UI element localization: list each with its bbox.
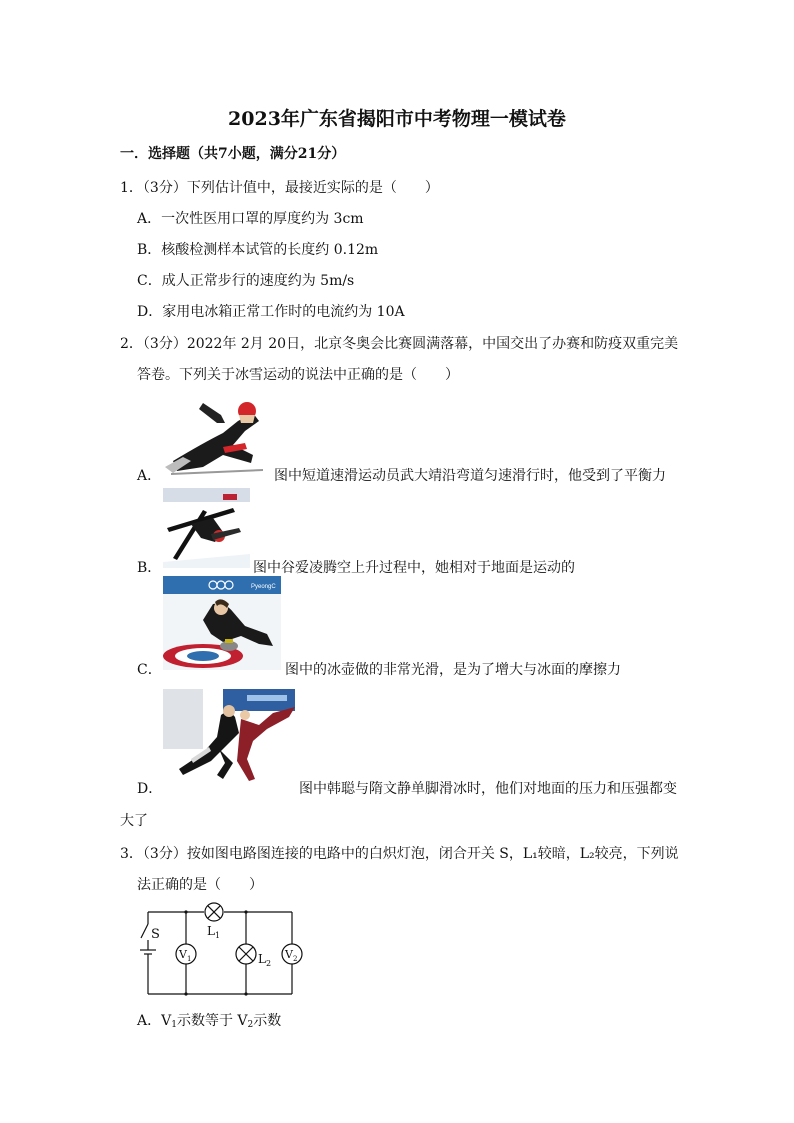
option-a-sub1: 1 bbox=[171, 1020, 177, 1030]
voltmeter-2-label: V bbox=[285, 948, 293, 961]
question-2-option-b-letter[interactable]: B． bbox=[137, 560, 162, 576]
section-heading: 一．选择题（共7小题，满分21分） bbox=[120, 146, 346, 162]
question-2-option-d-text: 图中韩聪与隋文静单脚滑冰时，他们对地面的压力和压强都变 bbox=[299, 781, 677, 797]
question-2-option-b-text: 图中谷爱凌腾空上升过程中，她相对于地面是运动的 bbox=[253, 560, 575, 576]
question-2-option-a-letter[interactable]: A． bbox=[137, 468, 162, 484]
freestyle-skier-photo bbox=[163, 488, 250, 568]
question-2-stem-line1: 2．（3分）2022年 2月 20日，北京冬奥会比赛圆满落幕，中国交出了办赛和防疫双重完美 bbox=[120, 336, 679, 352]
voltmeter-2-subscript: 2 bbox=[293, 955, 298, 963]
switch-label: S bbox=[151, 927, 160, 942]
question-2-stem-line2: 答卷。下列关于冰雪运动的说法中正确的是（ ） bbox=[137, 367, 459, 383]
question-2-option-a-text: 图中短道速滑运动员武大靖沿弯道匀速滑行时，他受到了平衡力 bbox=[274, 468, 666, 484]
lamp1-subscript: 1 bbox=[215, 931, 221, 940]
question-2-option-d-continuation: 大了 bbox=[120, 813, 148, 829]
lamp1-label: L bbox=[207, 924, 215, 938]
lamp2-label: L bbox=[258, 952, 266, 966]
question-2-option-c-letter[interactable]: C． bbox=[137, 662, 162, 678]
speed-skater-photo bbox=[163, 393, 271, 475]
question-1-option-c[interactable]: C．成人正常步行的速度约为 5m/s bbox=[137, 273, 355, 289]
circuit-diagram bbox=[134, 898, 314, 1000]
lamp2-subscript: 2 bbox=[266, 959, 272, 968]
page-title: 2023年广东省揭阳市中考物理一模试卷 bbox=[228, 108, 566, 130]
curling-photo bbox=[163, 576, 281, 670]
question-3-stem-line1: 3．（3分）按如图电路图连接的电路中的白炽灯泡，闭合开关 S，L₁较暗，L₂较亮，下列说 bbox=[120, 846, 679, 862]
option-a-prefix: A．V bbox=[137, 1013, 172, 1029]
question-1-option-b[interactable]: B．核酸检测样本试管的长度约 0.12m bbox=[137, 242, 379, 258]
option-a-sub2: 2 bbox=[247, 1020, 254, 1030]
question-3-stem-line2: 法正确的是（ ） bbox=[137, 877, 263, 893]
option-a-suffix: 示数 bbox=[253, 1013, 282, 1029]
figure-skating-pair-photo bbox=[163, 689, 295, 789]
question-2-option-d-letter[interactable]: D． bbox=[137, 781, 163, 797]
question-1-option-a[interactable]: A．一次性医用口罩的厚度约为 3cm bbox=[137, 211, 364, 227]
question-2-option-c-text: 图中的冰壶做的非常光滑，是为了增大与冰面的摩擦力 bbox=[285, 662, 621, 678]
voltmeter-1-subscript: 1 bbox=[187, 955, 192, 963]
voltmeter-1-label: V bbox=[179, 948, 187, 961]
option-a-middle: 示数等于 V bbox=[176, 1013, 248, 1029]
question-3-option-a[interactable] bbox=[137, 1010, 281, 1030]
question-1-stem: 1．（3分）下列估计值中，最接近实际的是（ ） bbox=[120, 180, 439, 196]
question-1-option-d[interactable]: D．家用电冰箱正常工作时的电流约为 10A bbox=[137, 304, 405, 320]
pyeongchang-banner-text: PyeongC bbox=[251, 584, 276, 590]
